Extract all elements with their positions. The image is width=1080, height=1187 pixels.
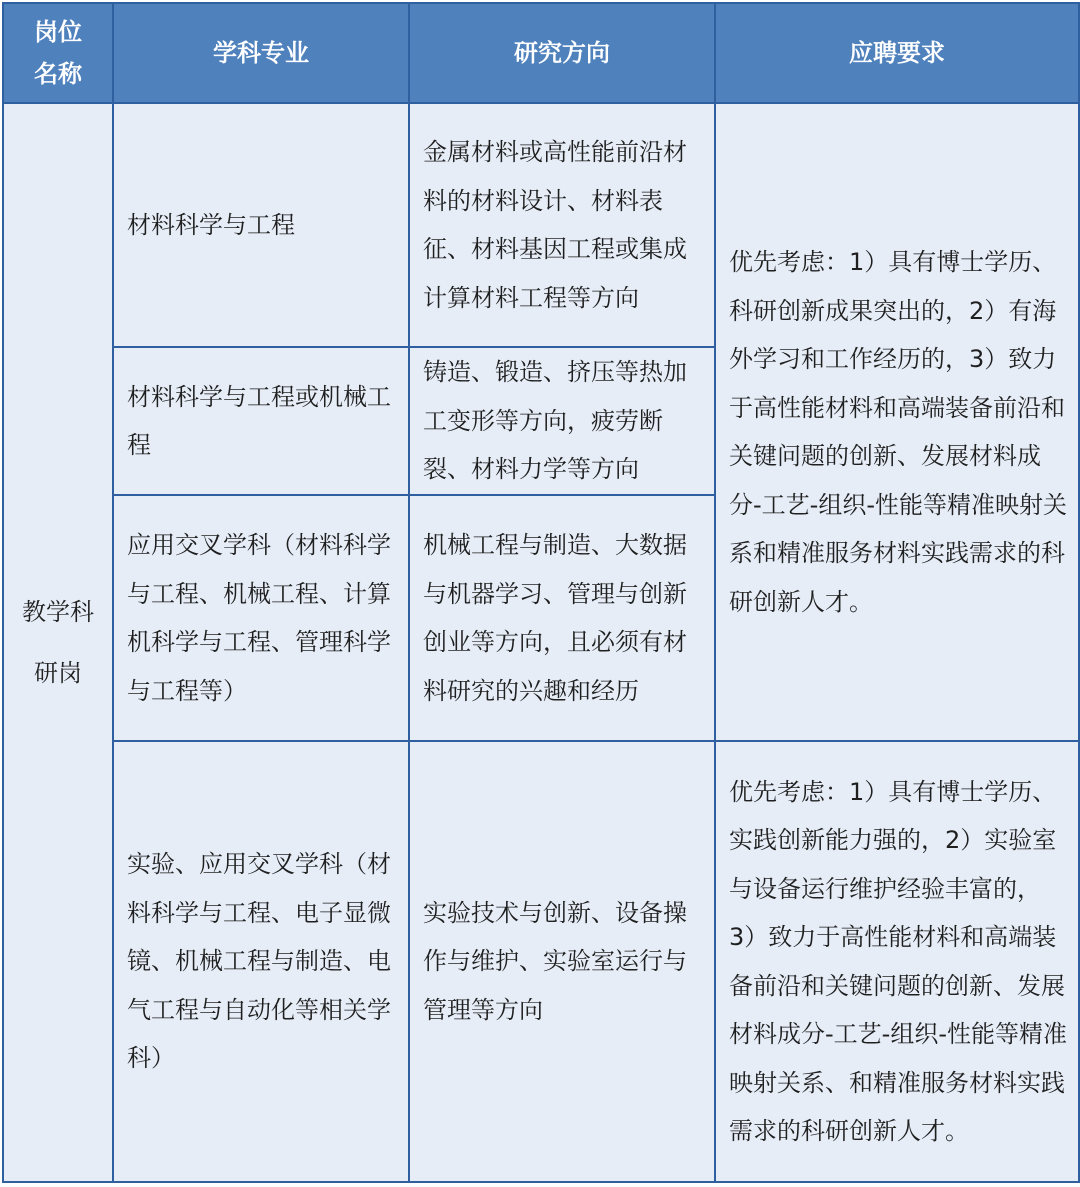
- post-name-line2: 研岗: [34, 658, 82, 687]
- requirements-research-cell: 优先考虑：1）具有博士学历、科研创新成果突出的，2）有海外学习和工作经历的，3）致力于高性能材料和高端装备前沿和关键问题的创新、发展材料成分-工艺-组织-性能等精准映射关系和精准服务材料实践需求的科研创新人才。: [715, 103, 1079, 741]
- major-cell: 实验、应用交叉学科（材料科学与工程、电子显微镜、机械工程与制造、电气工程与自动化等相关学科）: [113, 741, 409, 1182]
- recruitment-table: [2, 2, 1080, 1183]
- table-row: [3, 741, 1079, 1182]
- major-cell: 材料科学与工程或机械工程: [113, 347, 409, 495]
- table-row: [3, 103, 1079, 347]
- direction-cell: 实验技术与创新、设备操作与维护、实验室运行与管理等方向: [409, 741, 715, 1182]
- direction-cell: 铸造、锻造、挤压等热加工变形等方向，疲劳断裂、材料力学等方向: [409, 347, 715, 495]
- table-header-row: [3, 3, 1079, 103]
- requirements-lab-cell: 优先考虑：1）具有博士学历、实践创新能力强的，2）实验室与设备运行维护经验丰富的，3）致力于高性能材料和高端装备前沿和关键问题的创新、发展材料成分-工艺-组织-性能等精准映射关系、和精准服务材料实践需求的科研创新人才。: [715, 741, 1079, 1182]
- header-discipline: 学科专业: [113, 3, 409, 103]
- recruitment-table-container: [0, 2, 1080, 1187]
- major-cell: 应用交叉学科（材料科学与工程、机械工程、计算机科学与工程、管理科学与工程等）: [113, 495, 409, 741]
- major-cell: 材料科学与工程: [113, 103, 409, 347]
- header-research-direction: 研究方向: [409, 3, 715, 103]
- direction-cell: 机械工程与制造、大数据与机器学习、管理与创新创业等方向，且必须有材料研究的兴趣和经历: [409, 495, 715, 741]
- header-post-name-line2: 名称: [34, 60, 82, 88]
- header-post-name-line1: 岗位: [34, 18, 82, 46]
- post-name-cell: [3, 103, 113, 1182]
- header-post-name: [3, 3, 113, 103]
- direction-cell: 金属材料或高性能前沿材料的材料设计、材料表征、材料基因工程或集成计算材料工程等方向: [409, 103, 715, 347]
- post-name-line1: 教学科: [22, 597, 94, 626]
- header-requirements: 应聘要求: [715, 3, 1079, 103]
